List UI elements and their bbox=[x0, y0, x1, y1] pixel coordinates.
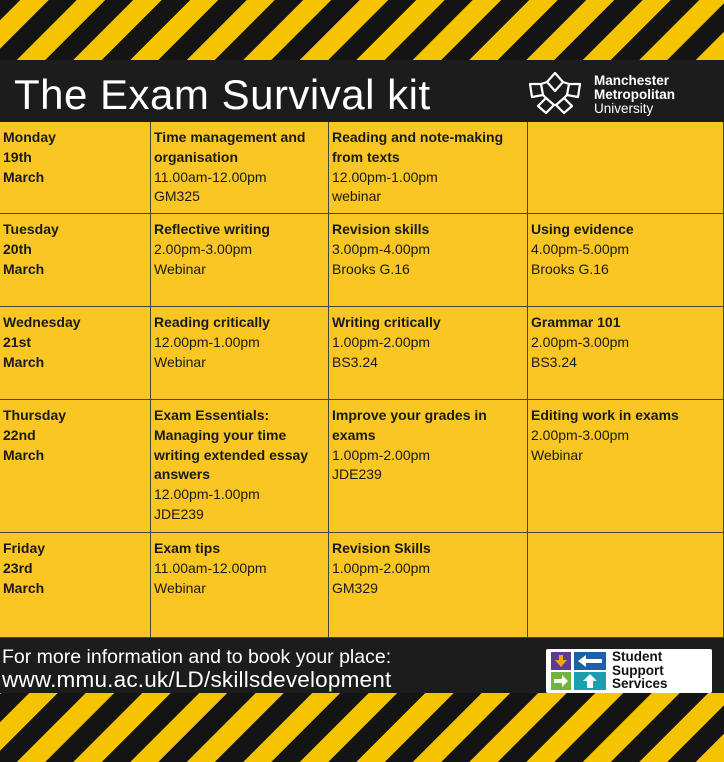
session-title: Time management and bbox=[154, 129, 306, 145]
session-time: 2.00pm-3.00pm bbox=[531, 333, 630, 350]
session-cell bbox=[528, 307, 724, 400]
day-cell bbox=[0, 122, 151, 214]
header bbox=[0, 60, 724, 122]
day-label-line: Monday bbox=[3, 129, 56, 145]
left-arrow-icon bbox=[574, 652, 606, 670]
session-cell bbox=[329, 400, 528, 533]
session-time: 12.00pm-1.00pm bbox=[154, 333, 260, 350]
badge-line-2: Support bbox=[612, 662, 664, 678]
session-location: Brooks G.16 bbox=[332, 260, 410, 277]
day-label-line: March bbox=[3, 446, 45, 463]
day-label-line: March bbox=[3, 353, 45, 370]
session-time: 2.00pm-3.00pm bbox=[154, 240, 253, 257]
session-time: 3.00pm-4.00pm bbox=[332, 240, 431, 257]
day-cell bbox=[0, 400, 151, 533]
session-cell bbox=[329, 214, 528, 307]
session-cell bbox=[151, 400, 329, 533]
session-title: Exam tips bbox=[154, 540, 221, 556]
hazard-stripes-bottom bbox=[0, 693, 724, 762]
session-cell bbox=[151, 122, 329, 214]
session-title: Revision skills bbox=[332, 221, 430, 237]
session-location: JDE239 bbox=[332, 466, 382, 483]
info-text: For more information and to book your place: bbox=[2, 646, 392, 668]
day-label-line: 20th bbox=[3, 240, 32, 257]
session-time: 12.00pm-1.00pm bbox=[154, 486, 260, 503]
day-label-line: 19th bbox=[3, 148, 32, 165]
session-location: Webinar bbox=[154, 260, 206, 277]
session-title: answers bbox=[154, 466, 211, 483]
footer bbox=[0, 638, 724, 693]
badge-line-3: Services bbox=[612, 676, 668, 691]
student-support-services-label bbox=[612, 650, 668, 691]
session-title: organisation bbox=[154, 148, 239, 165]
mmu-logo-icon bbox=[522, 70, 588, 116]
session-title: Reflective writing bbox=[154, 221, 270, 237]
session-cell bbox=[329, 533, 528, 638]
session-location: BS3.24 bbox=[332, 353, 378, 370]
empty-session-cell bbox=[528, 122, 724, 214]
day-cell bbox=[0, 307, 151, 400]
day-label-line: Friday bbox=[3, 540, 46, 556]
session-cell bbox=[528, 400, 724, 533]
session-title: Writing critically bbox=[332, 314, 441, 330]
day-label-line: Tuesday bbox=[3, 221, 59, 237]
university-logo bbox=[522, 70, 722, 116]
session-title: Grammar 101 bbox=[531, 314, 621, 330]
hazard-stripes-top bbox=[0, 0, 724, 60]
session-time: 11.00am-12.00pm bbox=[154, 168, 267, 185]
session-cell bbox=[329, 122, 528, 214]
session-location: Webinar bbox=[154, 353, 206, 370]
right-arrow-icon bbox=[551, 672, 571, 690]
page-title: The Exam Survival kit bbox=[14, 71, 431, 118]
logo-line-2: Metropolitan bbox=[594, 87, 675, 102]
empty-session-cell bbox=[528, 533, 724, 638]
session-time: 11.00am-12.00pm bbox=[154, 559, 267, 576]
logo-line-3: University bbox=[594, 101, 654, 116]
session-time: 1.00pm-2.00pm bbox=[332, 333, 431, 350]
session-time: 1.00pm-2.00pm bbox=[332, 446, 431, 463]
session-location: Webinar bbox=[154, 579, 206, 596]
session-time: 12.00pm-1.00pm bbox=[332, 168, 438, 185]
session-location: webinar bbox=[332, 188, 382, 205]
student-support-services-badge bbox=[546, 649, 712, 693]
badge-line-1: Student bbox=[612, 649, 663, 664]
up-arrow-icon bbox=[574, 672, 606, 690]
session-cell bbox=[329, 307, 528, 400]
session-time: 4.00pm-5.00pm bbox=[531, 240, 630, 257]
schedule-table bbox=[0, 122, 724, 638]
session-title: Revision Skills bbox=[332, 540, 431, 556]
session-location: JDE239 bbox=[154, 505, 204, 522]
session-location: BS3.24 bbox=[531, 353, 577, 370]
down-arrow-icon bbox=[551, 652, 571, 670]
day-label-line: 23rd bbox=[3, 559, 33, 576]
session-title: Using evidence bbox=[531, 221, 634, 237]
session-title: exams bbox=[332, 426, 376, 443]
day-label-line: 22nd bbox=[3, 426, 36, 443]
session-title: Improve your grades in bbox=[332, 407, 487, 423]
day-cell bbox=[0, 214, 151, 307]
session-cell bbox=[151, 533, 329, 638]
day-label-line: March bbox=[3, 579, 45, 596]
session-location: GM325 bbox=[154, 188, 200, 205]
session-cell bbox=[151, 307, 329, 400]
day-label-line: March bbox=[3, 168, 45, 185]
session-title: Reading critically bbox=[154, 314, 270, 330]
booking-url[interactable]: www.mmu.ac.uk/LD/skillsdevelopment bbox=[2, 667, 392, 692]
logo-text bbox=[594, 74, 675, 116]
day-label-line: 21st bbox=[3, 333, 32, 350]
session-location: Webinar bbox=[531, 446, 583, 463]
day-label-line: March bbox=[3, 260, 45, 277]
day-cell bbox=[0, 533, 151, 638]
session-location: Brooks G.16 bbox=[531, 260, 609, 277]
session-title: writing extended essay bbox=[154, 446, 309, 463]
session-title: from texts bbox=[332, 148, 400, 165]
session-title: Editing work in exams bbox=[531, 407, 679, 423]
session-cell bbox=[151, 214, 329, 307]
session-time: 2.00pm-3.00pm bbox=[531, 426, 630, 443]
session-title: Reading and note-making bbox=[332, 129, 504, 145]
logo-line-1: Manchester bbox=[594, 73, 670, 88]
session-time: 1.00pm-2.00pm bbox=[332, 559, 431, 576]
session-location: GM329 bbox=[332, 579, 378, 596]
day-label-line: Thursday bbox=[3, 407, 67, 423]
session-title: Managing your time bbox=[154, 426, 287, 443]
session-title: Exam Essentials: bbox=[154, 407, 270, 423]
session-cell bbox=[528, 214, 724, 307]
day-label-line: Wednesday bbox=[3, 314, 81, 330]
